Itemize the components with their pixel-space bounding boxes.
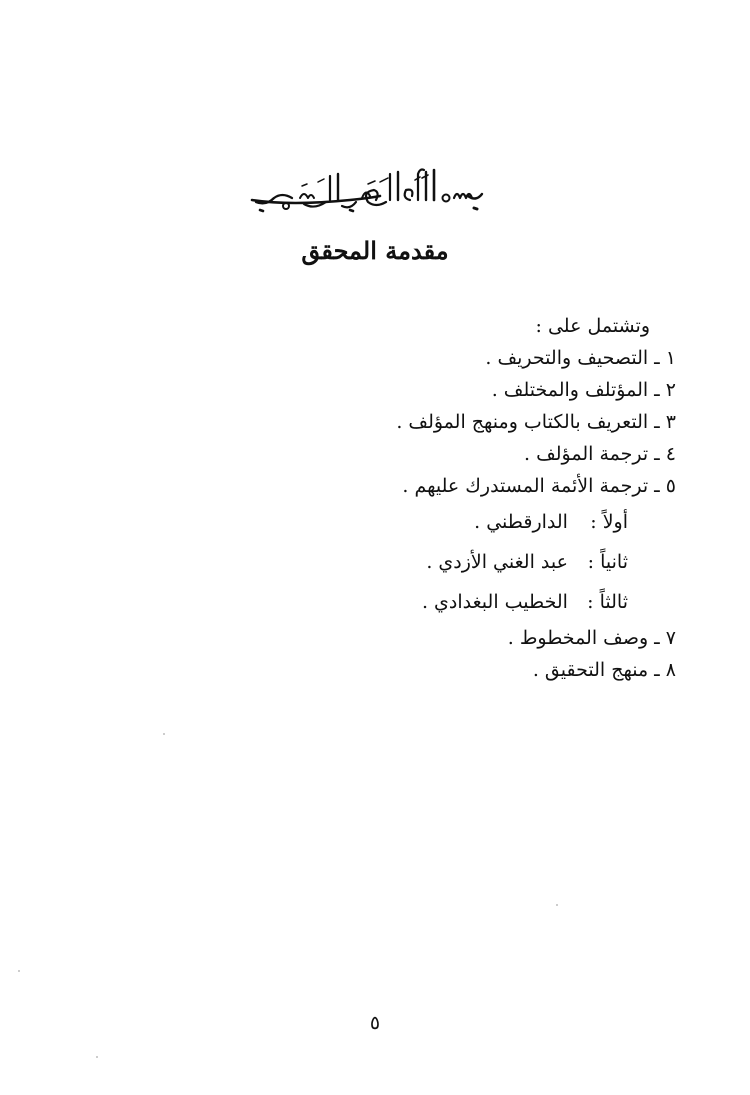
sub-item-text: الخطيب البغدادي . — [421, 591, 568, 613]
page-number: ٥ — [369, 1012, 381, 1034]
scan-speck — [96, 1056, 98, 1058]
scan-speck — [163, 733, 165, 735]
list-item: ٣ ـ التعريف بالكتاب ومنهج المؤلف . — [396, 411, 676, 433]
sub-item-text: الدارقطني . — [474, 511, 568, 533]
contents-intro: وتشتمل على : — [535, 315, 650, 337]
sub-item-label: أولاً : — [590, 511, 628, 533]
scan-speck — [18, 970, 20, 972]
sub-list-item — [316, 502, 676, 542]
scan-speck — [556, 904, 558, 906]
sub-item-label: ثانياً : — [587, 551, 628, 573]
contents-list — [316, 310, 676, 686]
list-item: ٧ ـ وصف المخطوط . — [507, 627, 676, 649]
sub-item-text: عبد الغني الأزدي . — [426, 551, 568, 573]
sub-list-item — [316, 582, 676, 622]
sub-list-item — [316, 542, 676, 582]
list-item: ٤ ـ ترجمة المؤلف . — [524, 443, 676, 465]
page-title: مقدمة المحقق — [301, 236, 449, 265]
list-item: ٥ ـ ترجمة الأئمة المستدرك عليهم . — [402, 475, 676, 497]
sub-item-label: ثالثاً : — [587, 591, 628, 613]
list-item: ٢ ـ المؤتلف والمختلف . — [491, 379, 676, 401]
list-item: ١ ـ التصحيف والتحريف . — [485, 347, 676, 369]
list-item: ٨ ـ منهج التحقيق . — [532, 659, 676, 681]
basmala-calligraphy — [230, 162, 490, 218]
